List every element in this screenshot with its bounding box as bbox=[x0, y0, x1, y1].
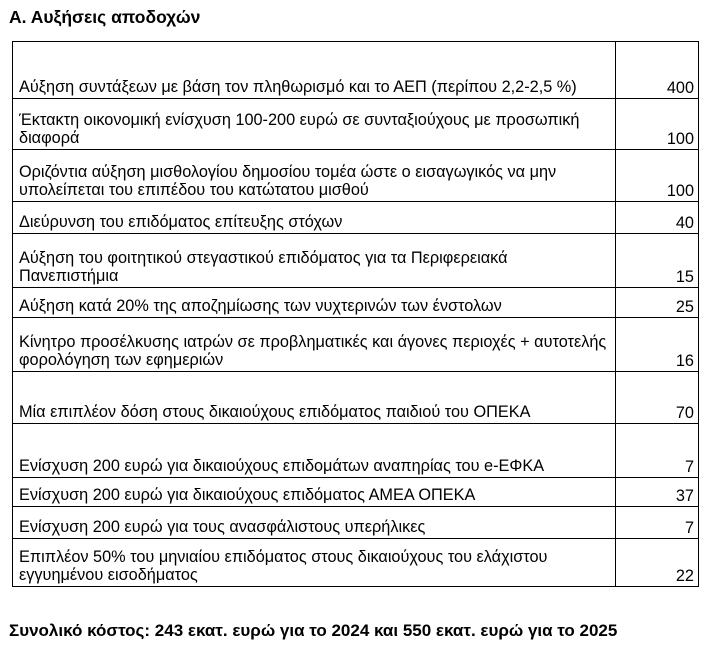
measure-amount: 15 bbox=[616, 234, 699, 288]
measure-description: Κίνητρο προσέλκυσης ιατρών σε προβληματικές και άγονες περιοχές + αυτοτελής φορολόγηση των εφημεριών bbox=[13, 318, 616, 372]
measure-amount: 100 bbox=[616, 150, 699, 202]
measure-description: Επιπλέον 50% του μηνιαίου επιδόματος στους δικαιούχους του ελάχιστου εγγυημένου εισοδήματος bbox=[13, 539, 616, 587]
measure-description: Αύξηση του φοιτητικού στεγαστικού επιδόματος για τα Περιφερειακά Πανεπιστήμια bbox=[13, 234, 616, 288]
measure-amount: 40 bbox=[616, 202, 699, 234]
table-row bbox=[13, 150, 699, 202]
measure-amount: 16 bbox=[616, 318, 699, 372]
measure-description: Αύξηση συντάξεων με βάση τον πληθωρισμό και το ΑΕΠ (περίπου 2,2-2,5 %) bbox=[13, 42, 616, 99]
measure-description: Ενίσχυση 200 ευρώ για δικαιούχους επιδομάτων αναπηρίας του e-ΕΦΚΑ bbox=[13, 424, 616, 478]
measure-amount: 7 bbox=[616, 507, 699, 539]
measure-amount: 100 bbox=[616, 99, 699, 150]
table-row bbox=[13, 234, 699, 288]
measure-description: Μία επιπλέον δόση στους δικαιούχους επιδόματος παιδιού του ΟΠΕΚΑ bbox=[13, 372, 616, 424]
measures-table bbox=[12, 41, 699, 587]
table-row bbox=[13, 539, 699, 587]
measure-description: Ενίσχυση 200 ευρώ για τους ανασφάλιστους υπερήλικες bbox=[13, 507, 616, 539]
measure-amount: 25 bbox=[616, 288, 699, 318]
table-row bbox=[13, 478, 699, 507]
table-row bbox=[13, 288, 699, 318]
measure-description: Οριζόντια αύξηση μισθολογίου δημοσίου τομέα ώστε ο εισαγωγικός να μην υπολείπεται του επιπέδου του κατώτατου μισθού bbox=[13, 150, 616, 202]
table-row bbox=[13, 318, 699, 372]
table-row bbox=[13, 42, 699, 99]
measure-description: Ενίσχυση 200 ευρώ για δικαιούχους επιδόματος ΑΜΕΑ ΟΠΕΚΑ bbox=[13, 478, 616, 507]
total-cost-summary: Συνολικό κόστος: 243 εκατ. ευρώ για το 2024 και 550 εκατ. ευρώ για το 2025 bbox=[9, 621, 618, 640]
measure-amount: 70 bbox=[616, 372, 699, 424]
measure-description: Διεύρυνση του επιδόματος επίτευξης στόχων bbox=[13, 202, 616, 234]
table-row bbox=[13, 372, 699, 424]
measure-amount: 7 bbox=[616, 424, 699, 478]
measure-description: Έκτακτη οικονομική ενίσχυση 100-200 ευρώ σε συνταξιούχους με προσωπική διαφορά bbox=[13, 99, 616, 150]
table-row bbox=[13, 507, 699, 539]
section-title: Α. Αυξήσεις αποδοχών bbox=[9, 7, 201, 27]
table-row bbox=[13, 202, 699, 234]
measure-amount: 400 bbox=[616, 42, 699, 99]
table-row bbox=[13, 99, 699, 150]
measure-amount: 22 bbox=[616, 539, 699, 587]
table-row bbox=[13, 424, 699, 478]
measure-amount: 37 bbox=[616, 478, 699, 507]
measure-description: Αύξηση κατά 20% της αποζημίωσης των νυχτερινών των ένστολων bbox=[13, 288, 616, 318]
